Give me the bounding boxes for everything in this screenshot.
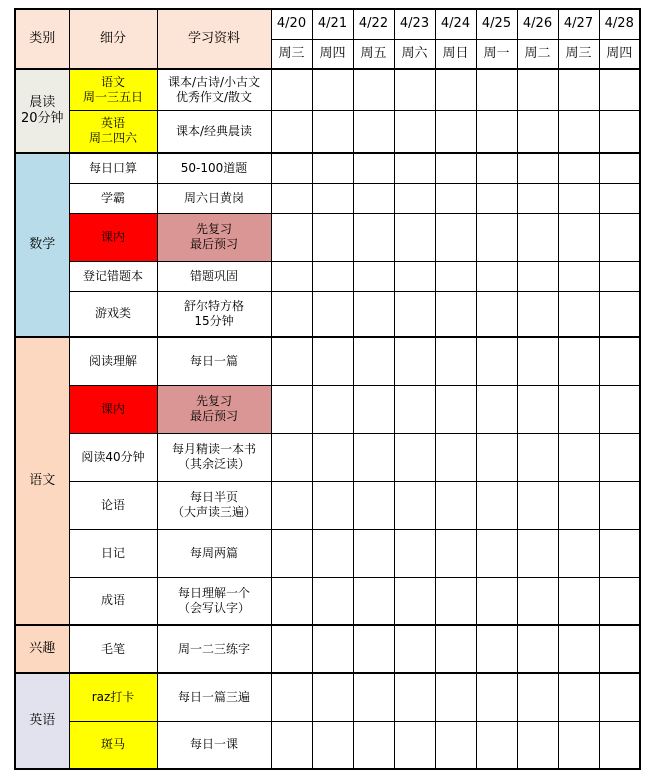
check-cell[interactable] bbox=[271, 385, 312, 433]
check-cell[interactable] bbox=[558, 673, 599, 721]
header-category: 类别 bbox=[15, 9, 69, 69]
material-cell: 舒尔特方格 15分钟 bbox=[157, 291, 271, 337]
date-header: 4/25 bbox=[476, 9, 517, 39]
subitem-cell: 阅读40分钟 bbox=[69, 433, 157, 481]
check-cell[interactable] bbox=[476, 433, 517, 481]
check-cell[interactable] bbox=[435, 577, 476, 625]
check-cell[interactable] bbox=[353, 153, 394, 183]
check-cell[interactable] bbox=[312, 213, 353, 261]
table-row bbox=[15, 433, 640, 481]
check-cell[interactable] bbox=[599, 529, 640, 577]
check-cell[interactable] bbox=[599, 673, 640, 721]
check-cell[interactable] bbox=[599, 433, 640, 481]
check-cell[interactable] bbox=[517, 337, 558, 385]
date-header: 4/28 bbox=[599, 9, 640, 39]
subitem-cell: 登记错题本 bbox=[69, 261, 157, 291]
check-cell[interactable] bbox=[599, 721, 640, 769]
check-cell[interactable] bbox=[476, 481, 517, 529]
check-cell[interactable] bbox=[312, 337, 353, 385]
check-cell[interactable] bbox=[517, 577, 558, 625]
material-cell: 课本/古诗/小古文 优秀作文/散文 bbox=[157, 69, 271, 110]
check-cell[interactable] bbox=[271, 153, 312, 183]
check-cell[interactable] bbox=[353, 385, 394, 433]
check-cell[interactable] bbox=[517, 721, 558, 769]
material-cell: 每周两篇 bbox=[157, 529, 271, 577]
check-cell[interactable] bbox=[353, 433, 394, 481]
subitem-cell: 英语 周二四六 bbox=[69, 110, 157, 153]
subitem-cell: 课内 bbox=[69, 385, 157, 433]
check-cell[interactable] bbox=[558, 110, 599, 153]
check-cell[interactable] bbox=[476, 529, 517, 577]
table-row bbox=[15, 481, 640, 529]
check-cell[interactable] bbox=[599, 625, 640, 673]
weekday-header: 周五 bbox=[353, 39, 394, 69]
check-cell[interactable] bbox=[271, 433, 312, 481]
check-cell[interactable] bbox=[312, 261, 353, 291]
check-cell[interactable] bbox=[312, 291, 353, 337]
date-header: 4/24 bbox=[435, 9, 476, 39]
check-cell[interactable] bbox=[394, 291, 435, 337]
check-cell[interactable] bbox=[271, 183, 312, 213]
check-cell[interactable] bbox=[312, 385, 353, 433]
check-cell[interactable] bbox=[394, 673, 435, 721]
subitem-cell: 学霸 bbox=[69, 183, 157, 213]
check-cell[interactable] bbox=[476, 625, 517, 673]
check-cell[interactable] bbox=[517, 481, 558, 529]
check-cell[interactable] bbox=[435, 69, 476, 110]
check-cell[interactable] bbox=[312, 577, 353, 625]
date-header: 4/21 bbox=[312, 9, 353, 39]
check-cell[interactable] bbox=[599, 213, 640, 261]
check-cell[interactable] bbox=[599, 337, 640, 385]
check-cell[interactable] bbox=[558, 261, 599, 291]
check-cell[interactable] bbox=[435, 625, 476, 673]
check-cell[interactable] bbox=[394, 385, 435, 433]
check-cell[interactable] bbox=[394, 577, 435, 625]
check-cell[interactable] bbox=[271, 529, 312, 577]
header-material: 学习资料 bbox=[157, 9, 271, 69]
check-cell[interactable] bbox=[353, 529, 394, 577]
category-cell: 晨读 20分钟 bbox=[15, 69, 69, 153]
check-cell[interactable] bbox=[353, 673, 394, 721]
check-cell[interactable] bbox=[312, 183, 353, 213]
check-cell[interactable] bbox=[435, 721, 476, 769]
check-cell[interactable] bbox=[558, 385, 599, 433]
material-cell: 每日一篇 bbox=[157, 337, 271, 385]
check-cell[interactable] bbox=[599, 291, 640, 337]
check-cell[interactable] bbox=[353, 625, 394, 673]
table-row bbox=[15, 721, 640, 769]
check-cell[interactable] bbox=[394, 721, 435, 769]
check-cell[interactable] bbox=[312, 153, 353, 183]
check-cell[interactable] bbox=[517, 385, 558, 433]
weekday-header: 周六 bbox=[394, 39, 435, 69]
material-cell: 每日理解一个 （会写认字） bbox=[157, 577, 271, 625]
check-cell[interactable] bbox=[517, 673, 558, 721]
subitem-cell: 论语 bbox=[69, 481, 157, 529]
check-cell[interactable] bbox=[271, 337, 312, 385]
subitem-cell: 游戏类 bbox=[69, 291, 157, 337]
table-row bbox=[15, 153, 640, 183]
check-cell[interactable] bbox=[599, 153, 640, 183]
date-header: 4/22 bbox=[353, 9, 394, 39]
check-cell[interactable] bbox=[435, 673, 476, 721]
check-cell[interactable] bbox=[353, 213, 394, 261]
check-cell[interactable] bbox=[517, 291, 558, 337]
check-cell[interactable] bbox=[271, 291, 312, 337]
check-cell[interactable] bbox=[394, 625, 435, 673]
check-cell[interactable] bbox=[353, 577, 394, 625]
check-cell[interactable] bbox=[353, 261, 394, 291]
check-cell[interactable] bbox=[476, 213, 517, 261]
table-row bbox=[15, 110, 640, 153]
check-cell[interactable] bbox=[558, 433, 599, 481]
table-row bbox=[15, 385, 640, 433]
subitem-cell: 每日口算 bbox=[69, 153, 157, 183]
check-cell[interactable] bbox=[599, 183, 640, 213]
check-cell[interactable] bbox=[517, 433, 558, 481]
check-cell[interactable] bbox=[353, 110, 394, 153]
check-cell[interactable] bbox=[435, 337, 476, 385]
check-cell[interactable] bbox=[271, 261, 312, 291]
check-cell[interactable] bbox=[435, 291, 476, 337]
check-cell[interactable] bbox=[435, 433, 476, 481]
check-cell[interactable] bbox=[476, 153, 517, 183]
check-cell[interactable] bbox=[599, 481, 640, 529]
subitem-cell: raz打卡 bbox=[69, 673, 157, 721]
check-cell[interactable] bbox=[353, 481, 394, 529]
check-cell[interactable] bbox=[558, 625, 599, 673]
check-cell[interactable] bbox=[599, 110, 640, 153]
check-cell[interactable] bbox=[558, 291, 599, 337]
category-cell: 数学 bbox=[15, 153, 69, 337]
check-cell[interactable] bbox=[558, 529, 599, 577]
check-cell[interactable] bbox=[558, 183, 599, 213]
check-cell[interactable] bbox=[435, 261, 476, 291]
check-cell[interactable] bbox=[476, 385, 517, 433]
check-cell[interactable] bbox=[312, 529, 353, 577]
check-cell[interactable] bbox=[435, 183, 476, 213]
check-cell[interactable] bbox=[435, 385, 476, 433]
check-cell[interactable] bbox=[558, 69, 599, 110]
header-subitem: 细分 bbox=[69, 9, 157, 69]
check-cell[interactable] bbox=[558, 153, 599, 183]
check-cell[interactable] bbox=[271, 110, 312, 153]
subitem-cell: 阅读理解 bbox=[69, 337, 157, 385]
check-cell[interactable] bbox=[558, 481, 599, 529]
check-cell[interactable] bbox=[476, 291, 517, 337]
check-cell[interactable] bbox=[517, 625, 558, 673]
weekday-header: 周三 bbox=[271, 39, 312, 69]
subitem-cell: 成语 bbox=[69, 577, 157, 625]
check-cell[interactable] bbox=[517, 110, 558, 153]
check-cell[interactable] bbox=[271, 625, 312, 673]
subitem-cell: 语文 周一三五日 bbox=[69, 69, 157, 110]
material-cell: 50-100道题 bbox=[157, 153, 271, 183]
subitem-cell: 日记 bbox=[69, 529, 157, 577]
check-cell[interactable] bbox=[353, 69, 394, 110]
check-cell[interactable] bbox=[476, 577, 517, 625]
table-row bbox=[15, 337, 640, 385]
check-cell[interactable] bbox=[599, 385, 640, 433]
table-row bbox=[15, 291, 640, 337]
check-cell[interactable] bbox=[394, 153, 435, 183]
material-cell: 课本/经典晨读 bbox=[157, 110, 271, 153]
check-cell[interactable] bbox=[271, 481, 312, 529]
material-cell: 每日一篇三遍 bbox=[157, 673, 271, 721]
check-cell[interactable] bbox=[476, 721, 517, 769]
check-cell[interactable] bbox=[353, 337, 394, 385]
study-schedule-table bbox=[14, 8, 641, 770]
check-cell[interactable] bbox=[312, 69, 353, 110]
check-cell[interactable] bbox=[517, 183, 558, 213]
check-cell[interactable] bbox=[353, 721, 394, 769]
table-row bbox=[15, 673, 640, 721]
date-header: 4/26 bbox=[517, 9, 558, 39]
check-cell[interactable] bbox=[476, 261, 517, 291]
check-cell[interactable] bbox=[394, 110, 435, 153]
check-cell[interactable] bbox=[435, 110, 476, 153]
subitem-cell: 课内 bbox=[69, 213, 157, 261]
material-cell: 每日一课 bbox=[157, 721, 271, 769]
subitem-cell: 毛笔 bbox=[69, 625, 157, 673]
check-cell[interactable] bbox=[271, 721, 312, 769]
weekday-header: 周一 bbox=[476, 39, 517, 69]
table-row bbox=[15, 625, 640, 673]
check-cell[interactable] bbox=[558, 577, 599, 625]
check-cell[interactable] bbox=[312, 673, 353, 721]
table-row bbox=[15, 529, 640, 577]
table-row bbox=[15, 577, 640, 625]
table-row bbox=[15, 261, 640, 291]
weekday-header: 周四 bbox=[312, 39, 353, 69]
check-cell[interactable] bbox=[476, 337, 517, 385]
check-cell[interactable] bbox=[517, 213, 558, 261]
check-cell[interactable] bbox=[435, 153, 476, 183]
check-cell[interactable] bbox=[558, 213, 599, 261]
check-cell[interactable] bbox=[517, 261, 558, 291]
check-cell[interactable] bbox=[476, 183, 517, 213]
check-cell[interactable] bbox=[394, 529, 435, 577]
table-row bbox=[15, 183, 640, 213]
check-cell[interactable] bbox=[599, 69, 640, 110]
check-cell[interactable] bbox=[271, 577, 312, 625]
check-cell[interactable] bbox=[517, 529, 558, 577]
weekday-header: 周二 bbox=[517, 39, 558, 69]
check-cell[interactable] bbox=[271, 69, 312, 110]
check-cell[interactable] bbox=[394, 261, 435, 291]
check-cell[interactable] bbox=[517, 69, 558, 110]
material-cell: 错题巩固 bbox=[157, 261, 271, 291]
material-cell: 周一二三练字 bbox=[157, 625, 271, 673]
check-cell[interactable] bbox=[353, 291, 394, 337]
material-cell: 每月精读一本书 （其余泛读） bbox=[157, 433, 271, 481]
check-cell[interactable] bbox=[271, 673, 312, 721]
check-cell[interactable] bbox=[312, 721, 353, 769]
material-cell: 先复习 最后预习 bbox=[157, 213, 271, 261]
category-cell: 语文 bbox=[15, 337, 69, 625]
check-cell[interactable] bbox=[476, 69, 517, 110]
material-cell: 每日半页 （大声读三遍） bbox=[157, 481, 271, 529]
check-cell[interactable] bbox=[394, 337, 435, 385]
check-cell[interactable] bbox=[517, 153, 558, 183]
material-cell: 周六日黄岗 bbox=[157, 183, 271, 213]
date-header: 4/23 bbox=[394, 9, 435, 39]
check-cell[interactable] bbox=[394, 213, 435, 261]
check-cell[interactable] bbox=[312, 481, 353, 529]
check-cell[interactable] bbox=[394, 433, 435, 481]
check-cell[interactable] bbox=[312, 110, 353, 153]
check-cell[interactable] bbox=[394, 481, 435, 529]
material-cell: 先复习 最后预习 bbox=[157, 385, 271, 433]
table-row bbox=[15, 213, 640, 261]
weekday-header: 周三 bbox=[558, 39, 599, 69]
check-cell[interactable] bbox=[353, 183, 394, 213]
category-cell: 兴趣 bbox=[15, 625, 69, 673]
check-cell[interactable] bbox=[599, 261, 640, 291]
table-row bbox=[15, 69, 640, 110]
date-header: 4/27 bbox=[558, 9, 599, 39]
check-cell[interactable] bbox=[435, 481, 476, 529]
weekday-header: 周四 bbox=[599, 39, 640, 69]
check-cell[interactable] bbox=[435, 213, 476, 261]
subitem-cell: 斑马 bbox=[69, 721, 157, 769]
date-header: 4/20 bbox=[271, 9, 312, 39]
check-cell[interactable] bbox=[435, 529, 476, 577]
check-cell[interactable] bbox=[599, 577, 640, 625]
check-cell[interactable] bbox=[271, 213, 312, 261]
check-cell[interactable] bbox=[558, 721, 599, 769]
check-cell[interactable] bbox=[394, 69, 435, 110]
check-cell[interactable] bbox=[558, 337, 599, 385]
weekday-header: 周日 bbox=[435, 39, 476, 69]
check-cell[interactable] bbox=[394, 183, 435, 213]
category-cell: 英语 bbox=[15, 673, 69, 769]
check-cell[interactable] bbox=[312, 625, 353, 673]
check-cell[interactable] bbox=[312, 433, 353, 481]
check-cell[interactable] bbox=[476, 673, 517, 721]
check-cell[interactable] bbox=[476, 110, 517, 153]
